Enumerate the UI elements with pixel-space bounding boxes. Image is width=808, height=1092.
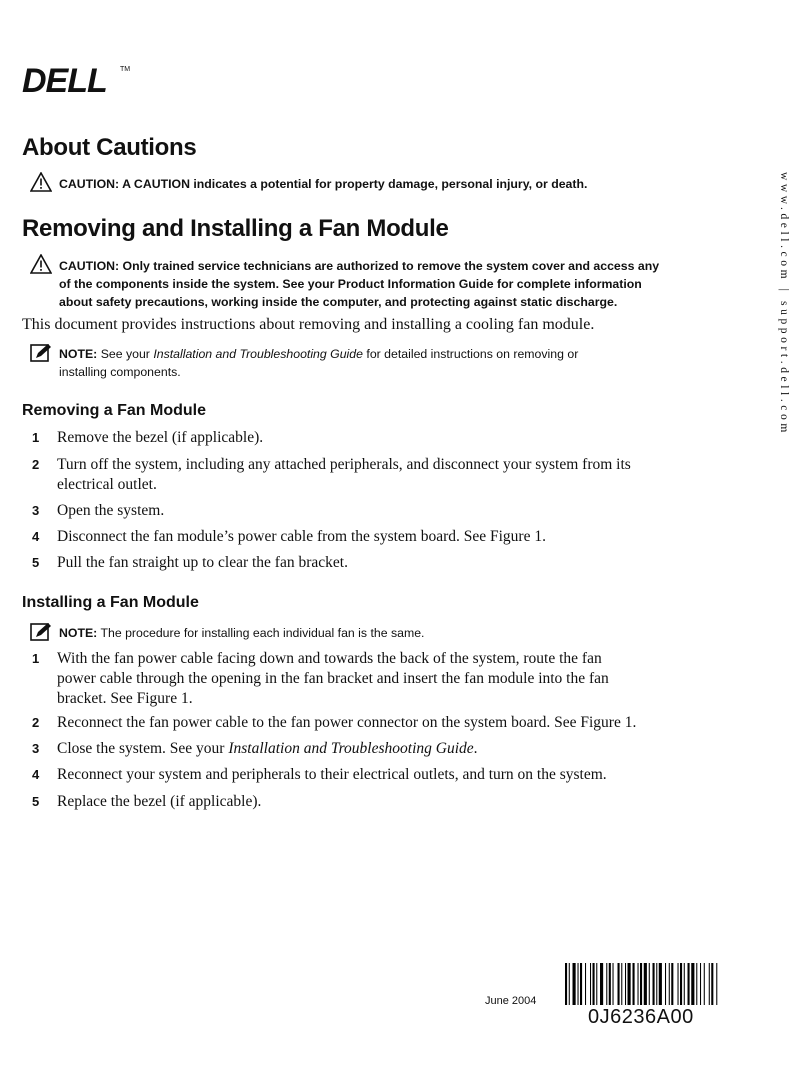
barcode-bar (649, 963, 650, 1005)
barcode-bar (569, 963, 570, 1005)
barcode-bar (593, 963, 595, 1005)
step-text: Replace the bezel (if applicable). (57, 793, 262, 810)
main-caution-text (59, 257, 699, 311)
barcode-bar (684, 963, 685, 1005)
barcode (565, 963, 760, 1005)
step-line: Turn off the system, including any attached peripherals, and disconnect your system from its (57, 456, 631, 473)
step-text: Reconnect your system and peripherals to their electrical outlets, and turn on the system. (57, 766, 607, 783)
barcode-bar (640, 963, 642, 1005)
barcode-bar (700, 963, 701, 1005)
barcode-bar (704, 963, 705, 1005)
note-post: for detailed instructions on removing or (366, 347, 579, 361)
barcode-bar (711, 963, 713, 1005)
step-text: Pull the fan straight up to clear the fan bracket. (57, 554, 348, 571)
barcode-bar (590, 963, 591, 1005)
barcode-bar (573, 963, 576, 1005)
dell-logo (22, 62, 107, 102)
barcode-bar (633, 963, 635, 1005)
barcode-bar (691, 963, 694, 1005)
dell-logo-text: DELL (22, 62, 107, 100)
caution-icon (30, 254, 52, 274)
caution-line-2: of the components inside the system. See your Product Information Guide for complete information (59, 277, 642, 291)
barcode-bar (665, 963, 666, 1005)
installing-note-text (59, 624, 424, 642)
barcode-bar (696, 963, 697, 1005)
barcode-bar (644, 963, 647, 1005)
barcode-bar (678, 963, 679, 1005)
barcode-bar (680, 963, 682, 1005)
about-caution-text (59, 175, 587, 193)
caution-line-3: about safety precautions, working inside the computer, and protecting against static discharge. (59, 295, 618, 309)
step-text (57, 739, 697, 759)
barcode-bar (669, 963, 670, 1005)
barcode-bar (578, 963, 579, 1005)
step-text: Open the system. (57, 502, 165, 519)
caution-line-1: Only trained service technicians are authorized to remove the system cover and access any (122, 259, 660, 273)
intro-paragraph: This document provides instructions about removing and installing a cooling fan module. (22, 316, 595, 333)
page-title: Removing and Installing a Fan Module (22, 215, 449, 242)
barcode-bar (606, 963, 607, 1005)
caution-body: A CAUTION indicates a potential for property damage, personal injury, or death. (122, 177, 588, 191)
barcode-bar (618, 963, 620, 1005)
step-number: 2 (32, 715, 40, 730)
side-url-text: www.dell.com | support.dell.com (778, 172, 790, 436)
side-url (770, 172, 794, 436)
barcode-bar (625, 963, 626, 1005)
main-note-text (59, 345, 699, 381)
caution-label: CAUTION: (59, 177, 120, 191)
step-number: 5 (32, 555, 40, 570)
step-number: 4 (32, 529, 40, 544)
barcode-bar (653, 963, 655, 1005)
step-line: bracket. See Figure 1. (57, 690, 193, 707)
step-line: With the fan power cable facing down and towards the back of the system, route the fan (57, 650, 602, 667)
caution-label: CAUTION: (59, 259, 120, 273)
caution-icon (30, 172, 52, 192)
barcode-bar (609, 963, 611, 1005)
footer-date: June 2004 (485, 995, 537, 1007)
barcode-bar (709, 963, 710, 1005)
barcode-bar (671, 963, 673, 1005)
barcode-bar (638, 963, 639, 1005)
step-pre: Close the system. See your (57, 740, 229, 757)
note-line-2: installing components. (59, 365, 181, 379)
part-number: 0J6236A00 (588, 1006, 694, 1028)
barcode-bar (585, 963, 586, 1005)
note-guide-title: Installation and Troubleshooting Guide (153, 347, 363, 361)
barcode-bar (628, 963, 631, 1005)
barcode-bar (656, 963, 657, 1005)
step-text (57, 649, 697, 709)
note-label: NOTE: (59, 347, 98, 361)
step-post: . (473, 740, 478, 757)
step-text (57, 455, 697, 495)
note-body: The procedure for installing each individual fan is the same. (100, 626, 425, 640)
trademark-mark: TM (120, 66, 131, 73)
note-label: NOTE: (59, 626, 98, 640)
step-number: 5 (32, 794, 40, 809)
note-pencil-icon (30, 343, 52, 363)
step-number: 3 (32, 503, 40, 518)
note-pre: See your (100, 347, 150, 361)
barcode-bar (596, 963, 597, 1005)
barcode-bar (688, 963, 690, 1005)
step-number: 2 (32, 457, 40, 472)
about-cautions-heading: About Cautions (22, 134, 197, 161)
barcode-bar (613, 963, 614, 1005)
barcode-bar (659, 963, 662, 1005)
step-number: 1 (32, 430, 40, 445)
barcode-bar (600, 963, 603, 1005)
removing-heading: Removing a Fan Module (22, 402, 207, 419)
barcode-bar (580, 963, 582, 1005)
step-text: Reconnect the fan power cable to the fan power connector on the system board. See Figure 1. (57, 714, 637, 731)
step-line: power cable through the opening in the fan bracket and insert the fan module into the fan (57, 670, 609, 687)
barcode-bar (565, 963, 567, 1005)
step-number: 3 (32, 741, 40, 756)
installing-heading: Installing a Fan Module (22, 594, 199, 611)
step-number: 4 (32, 767, 40, 782)
step-number: 1 (32, 651, 40, 666)
note-pencil-icon (30, 622, 52, 642)
barcode-bar (716, 963, 717, 1005)
guide-title: Installation and Troubleshooting Guide (228, 740, 474, 757)
step-text: Disconnect the fan module’s power cable from the system board. See Figure 1. (57, 528, 546, 545)
step-line: electrical outlet. (57, 476, 157, 493)
step-text: Remove the bezel (if applicable). (57, 429, 264, 446)
barcode-bar (621, 963, 622, 1005)
